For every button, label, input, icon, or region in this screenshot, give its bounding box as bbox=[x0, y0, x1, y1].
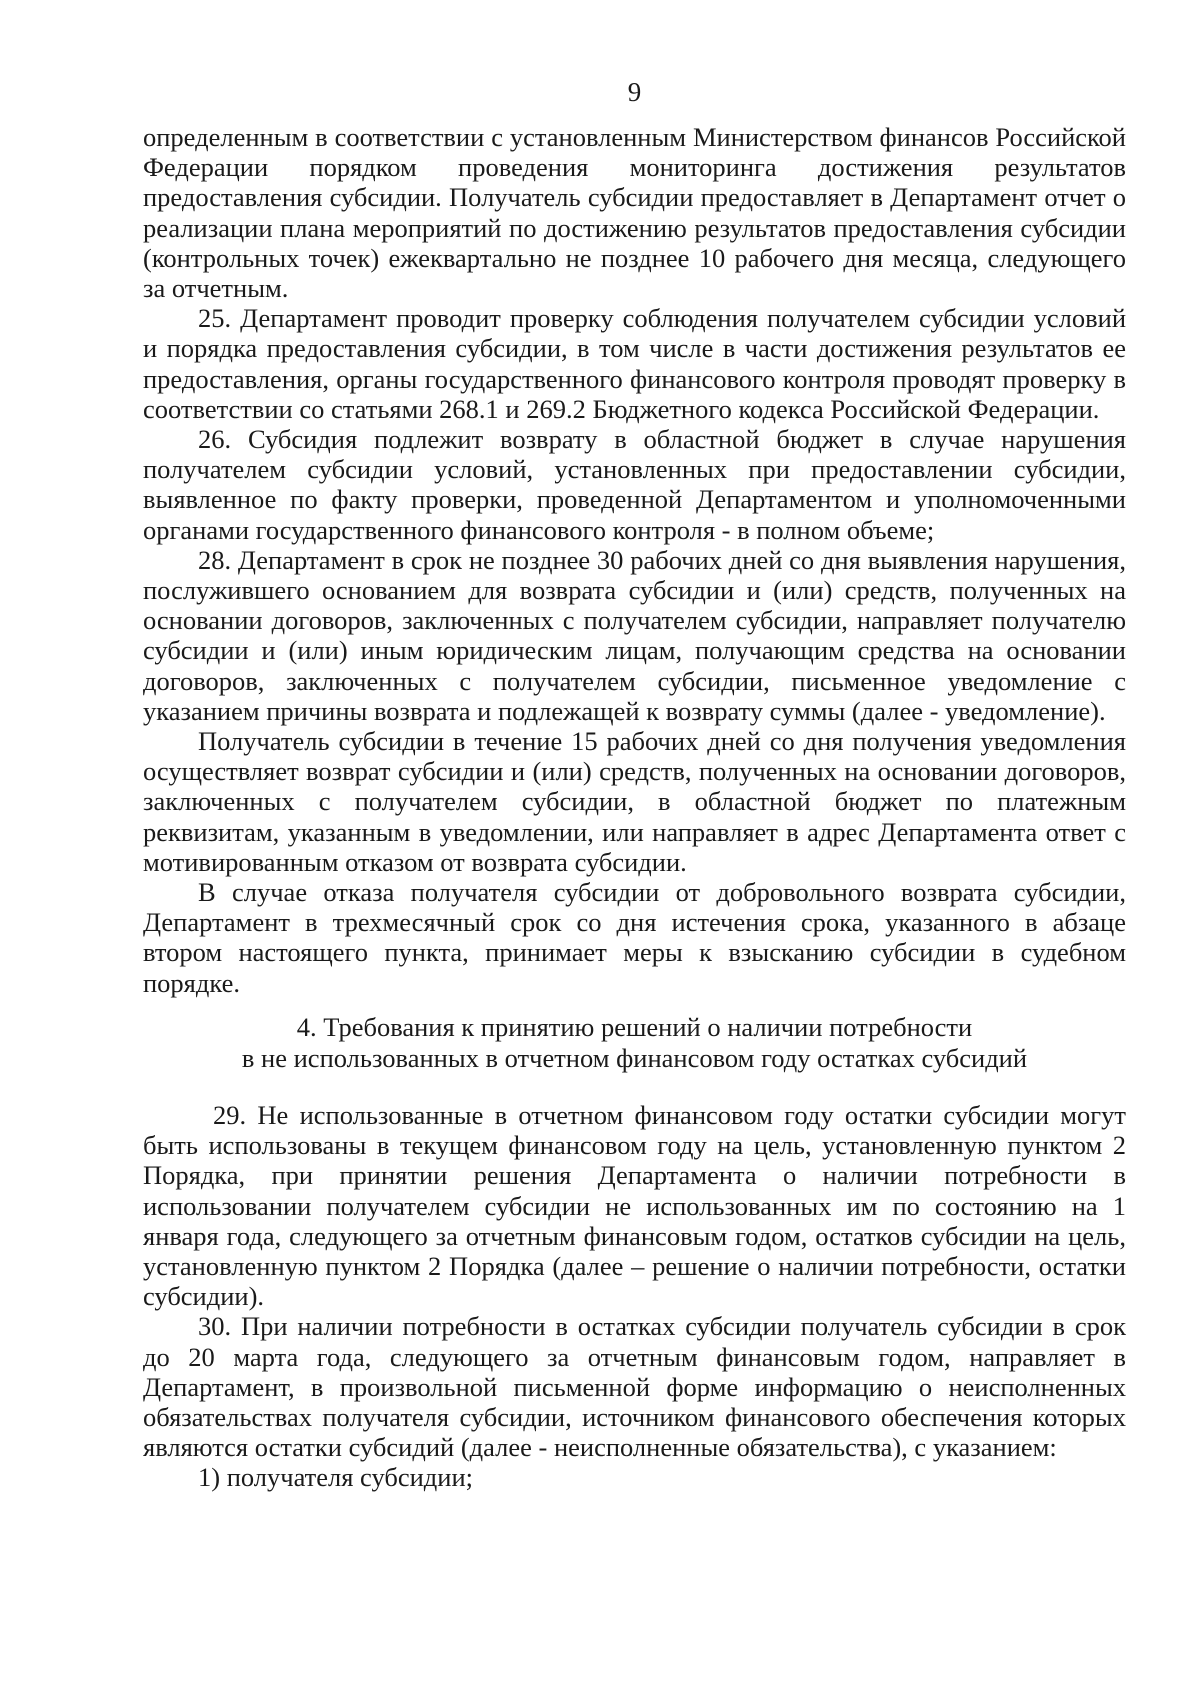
paragraph-25: 25. Департамент проводит проверку соблюдения получателем субсидии условий и порядка предоставления субсидии, в том числе в части достижения результатов ее предоставления, органы государственного финансового контроля проводят проверку в соответствии со статьями 268.1 и 269.2 Бюджетного кодекса Российской Федерации. bbox=[143, 303, 1126, 424]
paragraph-28: 28. Департамент в срок не позднее 30 рабочих дней со дня выявления нарушения, послужившего основанием для возврата субсидии и (или) средств, полученных на основании договоров, заключенных с получателем субсидии, направляет получателю субсидии и (или) иным юридическим лицам, получающим средства на основании договоров, заключенных с получателем субсидии, письменное уведомление с указанием причины возврата и подлежащей к возврату суммы (далее - уведомление). bbox=[143, 544, 1126, 726]
page-number: 9 bbox=[627, 77, 642, 107]
section-4-heading-line-2: в не использованных в отчетном финансовом году остатках субсидий bbox=[241, 1043, 1028, 1073]
text-block-main bbox=[143, 122, 1126, 998]
paragraph-28-refusal: В случае отказа получателя субсидии от добровольного возврата субсидии, Департамент в трехмесячный срок со дня истечения срока, указанного в абзаце втором настоящего пункта, принимает меры к взысканию субсидии в судебном порядке. bbox=[143, 877, 1126, 998]
section-4-heading-line-1: 4. Требования к принятию решений о наличии потребности bbox=[296, 1012, 973, 1042]
paragraph-continuation: определенным в соответствии с установленным Министерством финансов Российской Федерации порядком проведения мониторинга достижения результатов предоставления субсидии. Получатель субсидии предоставляет в Департамент отчет о реализации плана мероприятий по достижению результатов предоставления субсидии (контрольных точек) ежеквартально не позднее 10 рабочего дня месяца, следующего за отчетным. bbox=[143, 122, 1126, 304]
paragraph-30: 30. При наличии потребности в остатках субсидии получатель субсидии в срок до 20 марта года, следующего за отчетным финансовым годом, направляет в Департамент, в произвольной письменной форме информацию о неисполненных обязательствах получателя субсидии, источником финансового обеспечения которых являются остатки субсидий (далее - неисполненные обязательства), с указанием: bbox=[143, 1311, 1126, 1463]
paragraph-28-return: Получатель субсидии в течение 15 рабочих дней со дня получения уведомления осуществляет возврат субсидии и (или) средств, полученных на основании договоров, заключенных с получателем субсидии, в областной бюджет по платежным реквизитам, указанным в уведомлении, или направляет в адрес Департамента ответ с мотивированным отказом от возврата субсидии. bbox=[143, 726, 1126, 877]
list-item-1: 1) получателя субсидии; bbox=[198, 1462, 473, 1493]
paragraph-29: 29. Не использованные в отчетном финансовом году остатки субсидии могут быть использованы в текущем финансовом году на цель, установленную пунктом 2 Порядка, при принятии решения Департамента о наличии потребности в использовании получателем субсидии не использованных им по состоянию на 1 января года, следующего за отчетным финансовым годом, остатков субсидии на цель, установленную пунктом 2 Порядка (далее – решение о наличии потребности, остатки субсидии). bbox=[143, 1100, 1126, 1312]
paragraph-26: 26. Субсидия подлежит возврату в областной бюджет в случае нарушения получателем субсидии условий, установленных при предоставлении субсидии, выявленное по факту проверки, проведенной Департаментом и уполномоченными органами государственного финансового контроля - в полном объеме; bbox=[143, 424, 1126, 545]
text-block-section-4 bbox=[143, 1100, 1126, 1493]
section-4-heading bbox=[143, 1012, 1126, 1074]
